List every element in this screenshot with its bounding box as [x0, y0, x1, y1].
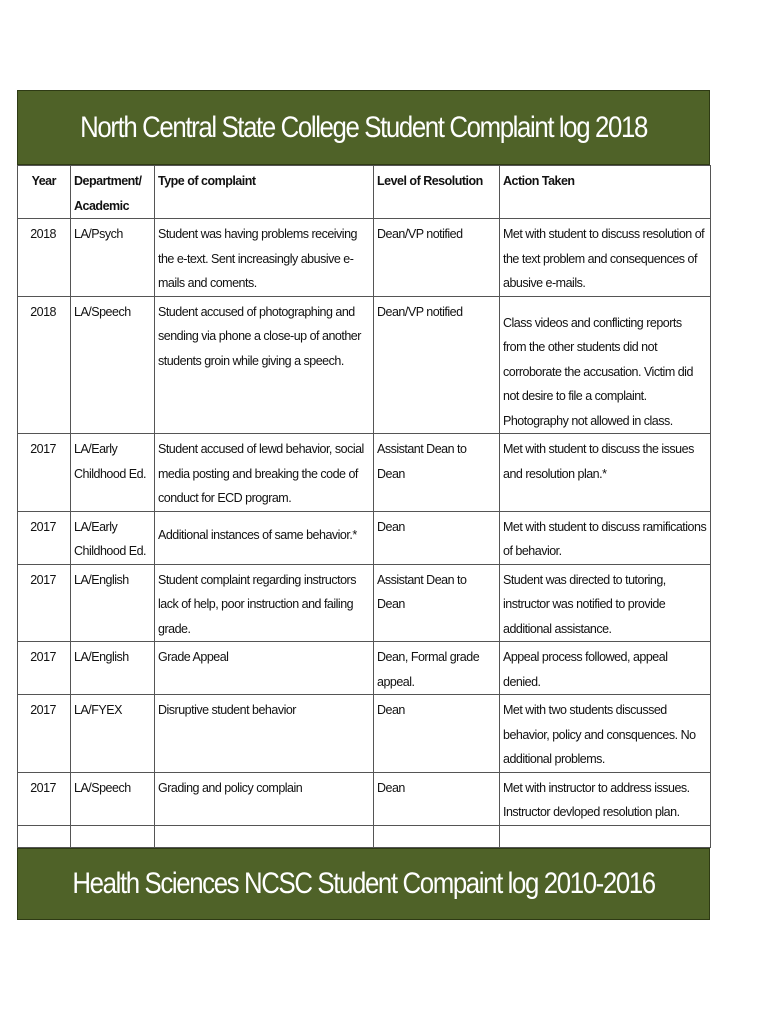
- empty-cell: [18, 825, 71, 847]
- cell-level: Dean, Formal grade appeal.: [374, 642, 500, 695]
- table-row: [18, 772, 711, 825]
- cell-type: Grade Appeal: [155, 642, 374, 695]
- cell-type: Student was having problems receiving the e-text. Sent increasingly abusive e-mails and coments.: [155, 219, 374, 297]
- cell-year: 2017: [18, 642, 71, 695]
- cell-level: Dean: [374, 695, 500, 773]
- cell-department: LA/Speech: [71, 296, 155, 434]
- empty-row: [18, 825, 711, 847]
- cell-year: 2017: [18, 511, 71, 564]
- table-row: [18, 695, 711, 773]
- header-row: [18, 166, 711, 219]
- cell-year: 2018: [18, 219, 71, 297]
- table-row: [18, 296, 711, 434]
- cell-action: Met with student to discuss ramifications of behavior.: [500, 511, 711, 564]
- title-banner-bottom: [17, 848, 710, 920]
- title-top: North Central State College Student Complaint log 2018: [80, 110, 647, 144]
- table-row: [18, 434, 711, 512]
- header-year: Year: [18, 166, 71, 219]
- cell-level: Dean/VP notified: [374, 219, 500, 297]
- cell-type: Student complaint regarding instructors lack of help, poor instruction and failing grade.: [155, 564, 374, 642]
- cell-department: LA/Speech: [71, 772, 155, 825]
- cell-department: LA/English: [71, 564, 155, 642]
- cell-year: 2018: [18, 296, 71, 434]
- cell-year: 2017: [18, 695, 71, 773]
- header-type: Type of complaint: [155, 166, 374, 219]
- cell-department: LA/Early Childhood Ed.: [71, 434, 155, 512]
- cell-action: Appeal process followed, appeal denied.: [500, 642, 711, 695]
- cell-level: Dean: [374, 772, 500, 825]
- title-banner-top: [17, 90, 710, 165]
- cell-level: Dean: [374, 511, 500, 564]
- cell-action: Met with student to discuss the issues and resolution plan.*: [500, 434, 711, 512]
- cell-department: LA/English: [71, 642, 155, 695]
- cell-level: Dean/VP notified: [374, 296, 500, 434]
- empty-cell: [71, 825, 155, 847]
- cell-type: Grading and policy complain: [155, 772, 374, 825]
- table-row: [18, 219, 711, 297]
- table-row: [18, 511, 711, 564]
- cell-action: Student was directed to tutoring, instructor was notified to provide additional assistance.: [500, 564, 711, 642]
- cell-action: Met with student to discuss resolution of the text problem and consequences of abusive e-mails.: [500, 219, 711, 297]
- cell-type: Student accused of photographing and sending via phone a close-up of another students groin while giving a speech.: [155, 296, 374, 434]
- title-bottom: Health Sciences NCSC Student Compaint log 2010-2016: [72, 866, 655, 900]
- cell-action: Met with instructor to address issues. Instructor devloped resolution plan.: [500, 772, 711, 825]
- complaint-table: [17, 165, 711, 848]
- cell-type: Disruptive student behavior: [155, 695, 374, 773]
- cell-year: 2017: [18, 564, 71, 642]
- table-row: [18, 642, 711, 695]
- cell-department: LA/FYEX: [71, 695, 155, 773]
- header-department: Department/ Academic: [71, 166, 155, 219]
- complaint-log-sheet: [17, 90, 710, 920]
- header-level: Level of Resolution: [374, 166, 500, 219]
- cell-type: Additional instances of same behavior.*: [155, 511, 374, 564]
- table-row: [18, 564, 711, 642]
- cell-level: Assistant Dean to Dean: [374, 564, 500, 642]
- cell-action: Class videos and conflicting reports from the other students did not corroborate the accusation. Victim did not desire to file a complaint. Photography not allowed in class.: [500, 296, 711, 434]
- empty-cell: [374, 825, 500, 847]
- cell-level: Assistant Dean to Dean: [374, 434, 500, 512]
- cell-action: Met with two students discussed behavior, policy and consquences. No additional problems.: [500, 695, 711, 773]
- cell-department: LA/Early Childhood Ed.: [71, 511, 155, 564]
- cell-year: 2017: [18, 772, 71, 825]
- cell-year: 2017: [18, 434, 71, 512]
- empty-cell: [500, 825, 711, 847]
- empty-cell: [155, 825, 374, 847]
- header-action: Action Taken: [500, 166, 711, 219]
- cell-department: LA/Psych: [71, 219, 155, 297]
- cell-type: Student accused of lewd behavior, social media posting and breaking the code of conduct for ECD program.: [155, 434, 374, 512]
